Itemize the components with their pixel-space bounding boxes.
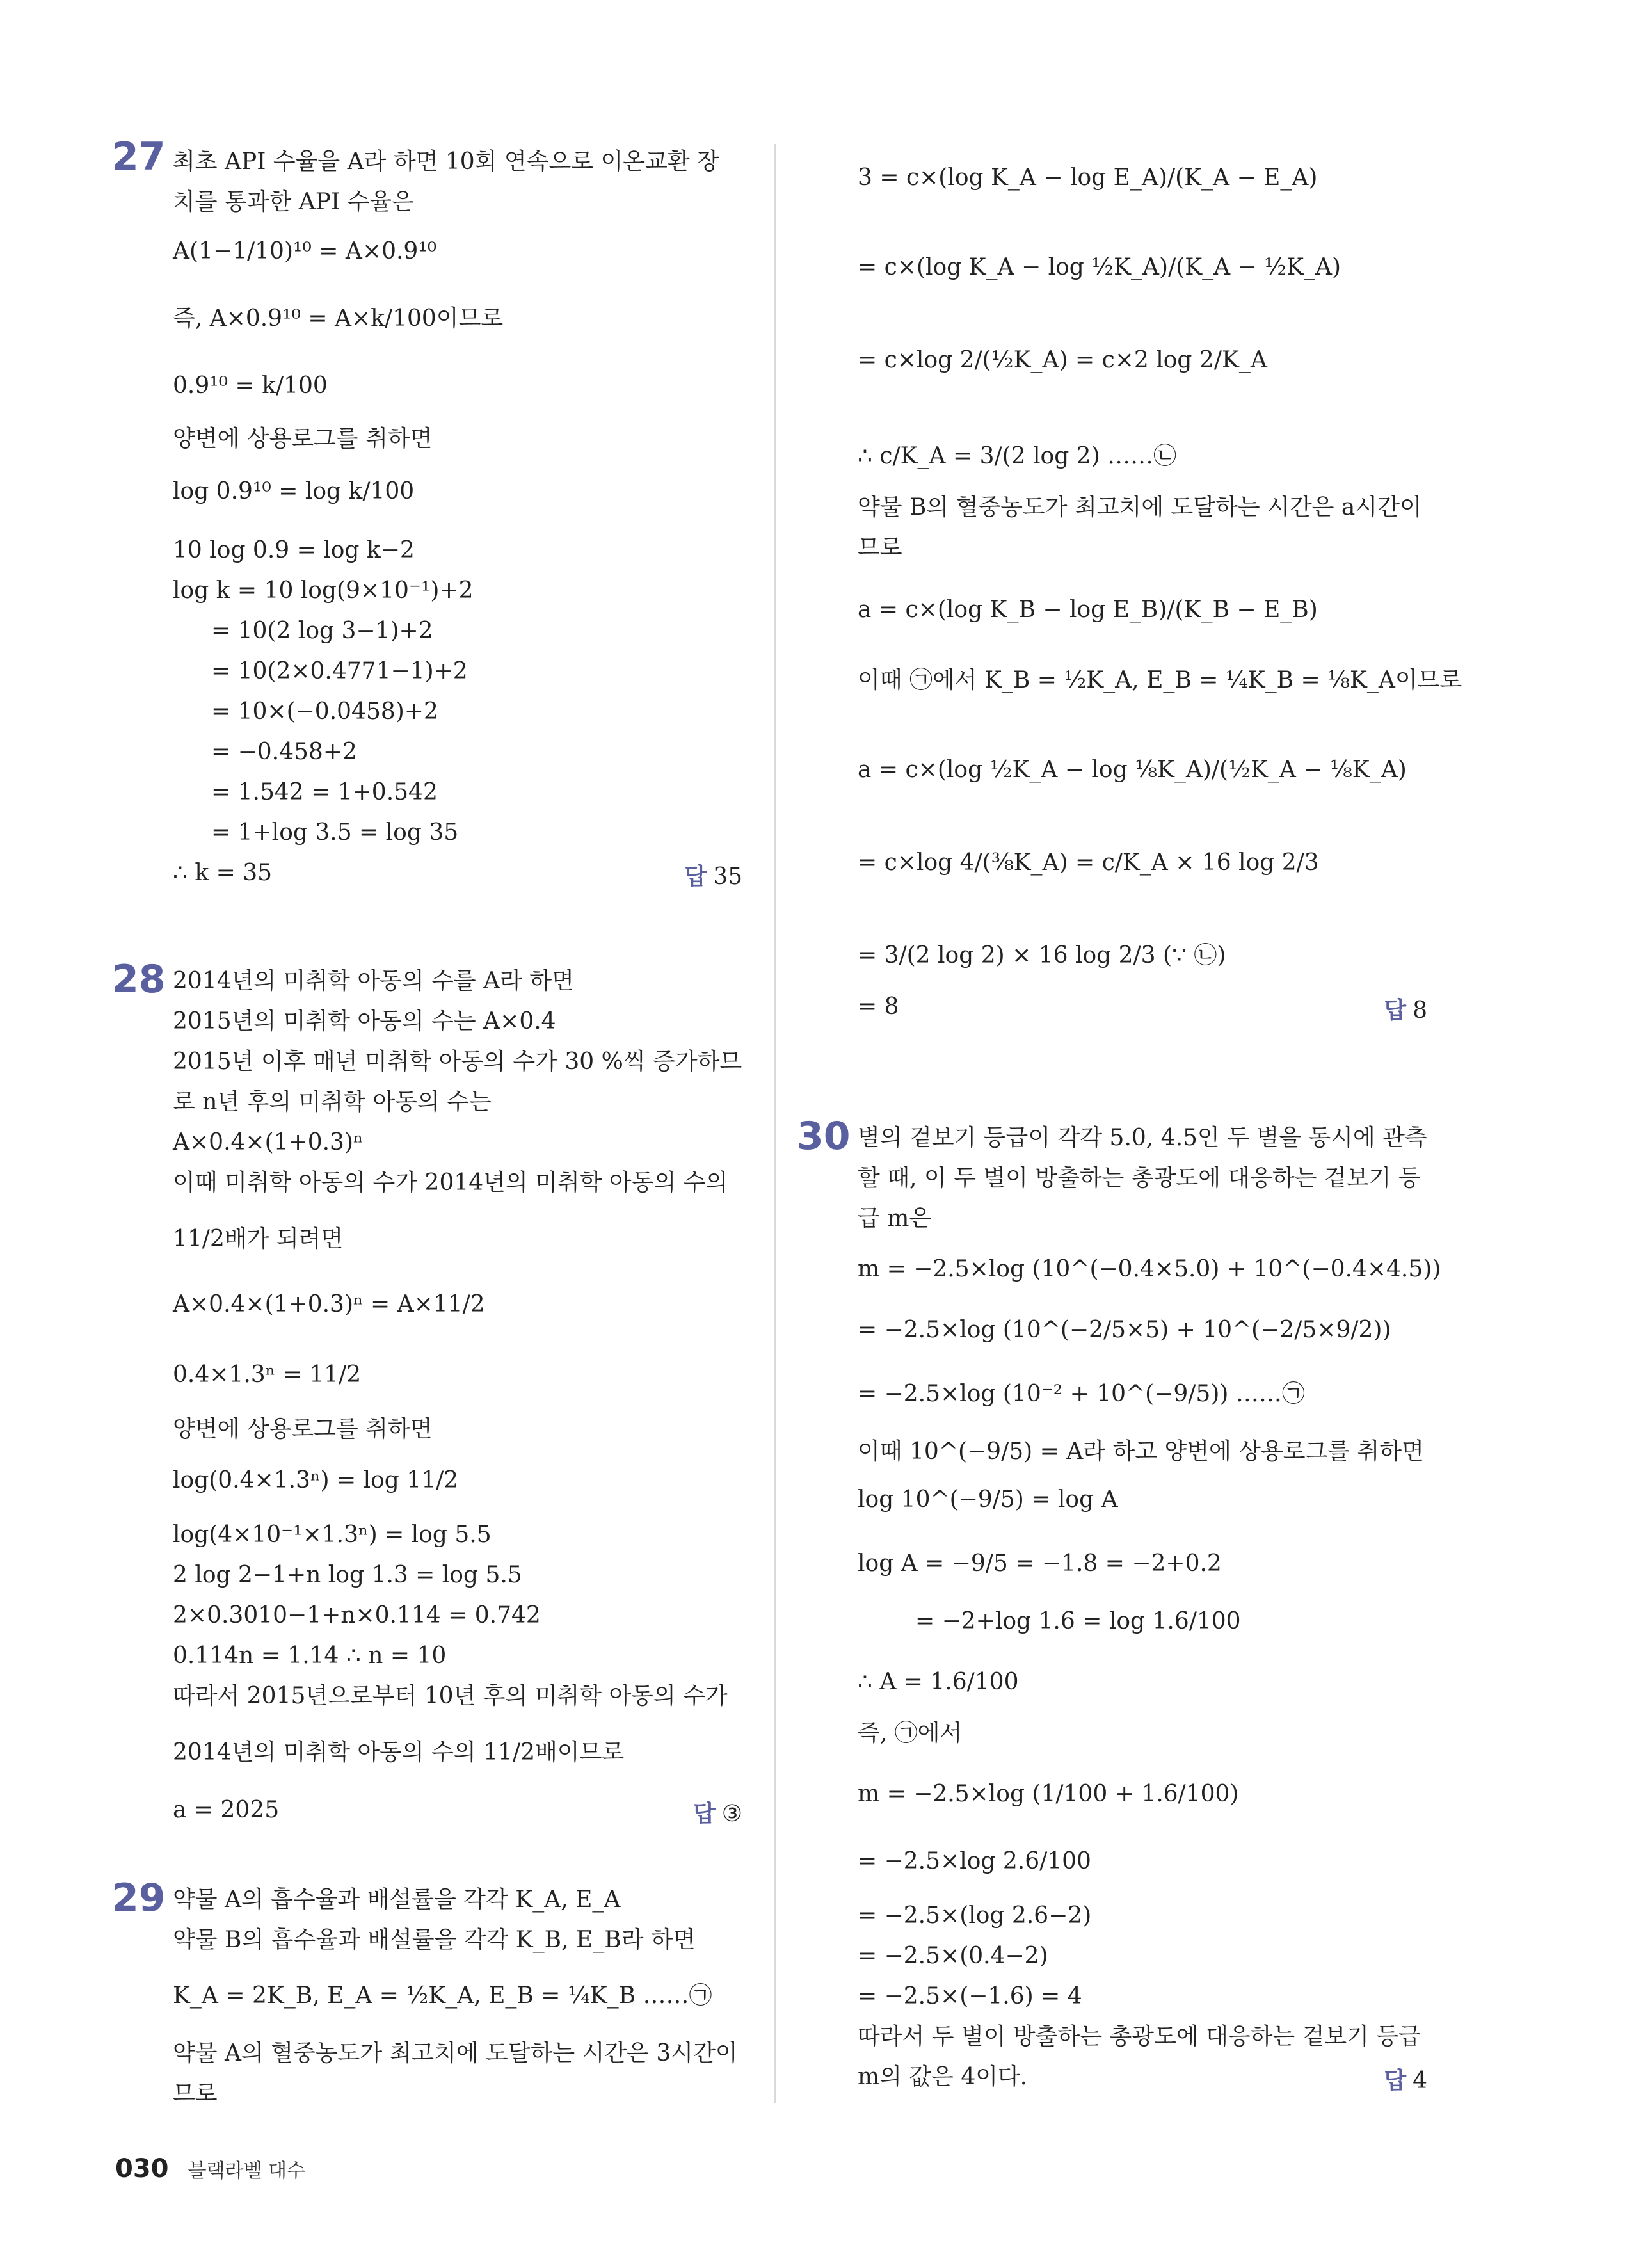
page-number: 030 — [115, 2154, 169, 2184]
solution-line: 0.4×1.3ⁿ = 11/2 — [173, 1362, 362, 1388]
solution-line: 급 m은 — [858, 1205, 932, 1232]
solution-line: log A = −9/5 = −1.8 = −2+0.2 — [858, 1550, 1222, 1577]
solution-line: 양변에 상용로그를 취하면 — [173, 1416, 433, 1442]
solution-line: 3 = c×(log K_A − log E_A)/(K_A − E_A) — [858, 165, 1318, 191]
answer — [693, 1796, 742, 1828]
solution-line: 2015년 이후 매년 미취학 아동의 수가 30 %씩 증가하므 — [173, 1049, 742, 1075]
solution-line: = 1+log 3.5 = log 35 — [211, 819, 459, 846]
solution-line: m의 값은 4이다. — [858, 2064, 1028, 2090]
solution-line: = −2.5×log (10⁻² + 10^(−9/5)) ……㉠ — [858, 1381, 1305, 1407]
solution-line: 이때 10^(−9/5) = A라 하고 양변에 상용로그를 취하면 — [858, 1438, 1424, 1465]
solution-line: 11/2배가 되려면 — [173, 1226, 344, 1252]
solution-line: 즉, A×0.9¹⁰ = A×k/100이므로 — [173, 305, 504, 332]
solution-line: 2015년의 미취학 아동의 수는 A×0.4 — [173, 1008, 556, 1034]
solution-line: ∴ c/K_A = 3/(2 log 2) ……㉡ — [858, 443, 1177, 469]
solution-line: = 3/(2 log 2) × 16 log 2/3 (∵ ㉡) — [858, 942, 1226, 969]
solution-line: = 1.542 = 1+0.542 — [211, 779, 438, 805]
solution-line: 약물 B의 혈중농도가 최고치에 도달하는 시간은 a시간이 — [858, 494, 1422, 520]
solution-line: K_A = 2K_B, E_A = ½K_A, E_B = ¼K_B ……㉠ — [173, 1982, 712, 2009]
solution-line: a = c×(log K_B − log E_B)/(K_B − E_B) — [858, 597, 1318, 623]
solution-line: log k = 10 log(9×10⁻¹)+2 — [173, 577, 474, 604]
problem-number: 29 — [112, 1876, 166, 1920]
solution-line: 므로 — [858, 535, 902, 561]
solution-line: ∴ k = 35 — [173, 860, 273, 886]
solution-line: = −0.458+2 — [211, 739, 357, 765]
problem-number: 28 — [112, 957, 166, 1002]
solution-line: = −2.5×(−1.6) = 4 — [858, 1983, 1082, 2009]
solution-line: = c×(log K_A − log ½K_A)/(K_A − ½K_A) — [858, 254, 1341, 280]
solution-line: = −2.5×log 2.6/100 — [858, 1848, 1091, 1874]
solution-line: 할 때, 이 두 별이 방출하는 총광도에 대응하는 겉보기 등 — [858, 1165, 1421, 1191]
solution-line: = −2.5×(0.4−2) — [858, 1943, 1048, 1969]
answer-value: 8 — [1413, 997, 1427, 1024]
solution-line: 치를 통과한 API 수율은 — [173, 189, 414, 215]
solution-line: 따라서 2015년으로부터 10년 후의 미취학 아동의 수가 — [173, 1683, 728, 1709]
solution-line: 로 n년 후의 미취학 아동의 수는 — [173, 1089, 492, 1115]
solution-line: 2 log 2−1+n log 1.3 = log 5.5 — [173, 1562, 522, 1588]
answer-label: 답 — [684, 864, 707, 890]
solution-line: log(0.4×1.3ⁿ) = log 11/2 — [173, 1467, 459, 1493]
answer — [684, 858, 742, 891]
solution-line: 므로 — [173, 2080, 218, 2107]
solution-line: 2014년의 미취학 아동의 수를 A라 하면 — [173, 968, 574, 994]
solution-line: 2×0.3010−1+n×0.114 = 0.742 — [173, 1602, 541, 1629]
solution-line: a = 2025 — [173, 1797, 280, 1823]
problem-number: 27 — [112, 134, 166, 179]
solution-line: 양변에 상용로그를 취하면 — [173, 426, 433, 452]
solution-line: log 10^(−9/5) = log A — [858, 1486, 1118, 1513]
answer-label: 답 — [692, 1801, 716, 1827]
answer-value: 35 — [713, 864, 742, 890]
answer-value: ③ — [721, 1801, 742, 1827]
solution-line: = c×log 2/(½K_A) = c×2 log 2/K_A — [858, 347, 1267, 373]
solution-line: A×0.4×(1+0.3)ⁿ — [173, 1129, 364, 1155]
solution-line: log(4×10⁻¹×1.3ⁿ) = log 5.5 — [173, 1522, 492, 1548]
answer — [1384, 2063, 1427, 2095]
solution-line: 2014년의 미취학 아동의 수의 11/2배이므로 — [173, 1739, 625, 1765]
solution-line: = 8 — [858, 993, 899, 1020]
solution-line: 10 log 0.9 = log k−2 — [173, 537, 415, 563]
solution-line: = −2.5×(log 2.6−2) — [858, 1902, 1092, 1929]
solution-line: 최초 API 수율을 A라 하면 10회 연속으로 이온교환 장 — [173, 149, 719, 175]
solution-line: 약물 A의 혈중농도가 최고치에 도달하는 시간은 3시간이 — [173, 2040, 738, 2066]
solution-line: 따라서 두 별이 방출하는 총광도에 대응하는 겉보기 등급 — [858, 2023, 1421, 2050]
answer-label: 답 — [1384, 997, 1407, 1024]
answer-label: 답 — [1384, 2068, 1407, 2094]
solution-line: 0.9¹⁰ = k/100 — [173, 373, 328, 399]
solution-line: 즉, ㉠에서 — [858, 1720, 963, 1746]
solution-line: m = −2.5×log (10^(−0.4×5.0) + 10^(−0.4×4.5)) — [858, 1256, 1441, 1282]
solution-line: log 0.9¹⁰ = log k/100 — [173, 478, 415, 504]
solution-line: A(1−1/10)¹⁰ = A×0.9¹⁰ — [173, 238, 437, 264]
solution-line: 약물 A의 흡수율과 배설률을 각각 K_A, E_A — [173, 1886, 621, 1913]
page-footer — [115, 2154, 305, 2184]
solution-line: m = −2.5×log (1/100 + 1.6/100) — [858, 1781, 1239, 1807]
solution-line: = 10×(−0.0458)+2 — [211, 698, 438, 725]
answer-value: 4 — [1413, 2068, 1427, 2094]
book-title: 블랙라벨 대수 — [188, 2160, 305, 2182]
solution-line: = 10(2 log 3−1)+2 — [211, 618, 433, 644]
solution-line: 별의 겉보기 등급이 각각 5.0, 4.5인 두 별을 동시에 관측 — [858, 1125, 1427, 1151]
solution-line: a = c×(log ½K_A − log ⅛K_A)/(½K_A − ⅛K_A) — [858, 757, 1407, 783]
solution-line: = −2+log 1.6 = log 1.6/100 — [915, 1608, 1241, 1634]
solution-line: 0.114n = 1.14 ∴ n = 10 — [173, 1643, 447, 1669]
solution-line: ∴ A = 1.6/100 — [858, 1669, 1019, 1695]
answer — [1384, 992, 1427, 1025]
problem-number: 30 — [797, 1114, 851, 1159]
solution-line: 약물 B의 흡수율과 배설률을 각각 K_B, E_B라 하면 — [173, 1927, 696, 1953]
solution-line: A×0.4×(1+0.3)ⁿ = A×11/2 — [173, 1291, 485, 1317]
solution-line: = −2.5×log (10^(−2/5×5) + 10^(−2/5×9/2)) — [858, 1317, 1391, 1343]
solution-line: = c×log 4/(⅜K_A) = c/K_A × 16 log 2/3 — [858, 849, 1319, 876]
solution-line: 이때 ㉠에서 K_B = ½K_A, E_B = ¼K_B = ⅛K_A이므로 — [858, 667, 1462, 693]
solution-line: = 10(2×0.4771−1)+2 — [211, 658, 468, 684]
solution-line: 이때 미취학 아동의 수가 2014년의 미취학 아동의 수의 — [173, 1170, 728, 1196]
column-divider — [774, 144, 776, 2103]
